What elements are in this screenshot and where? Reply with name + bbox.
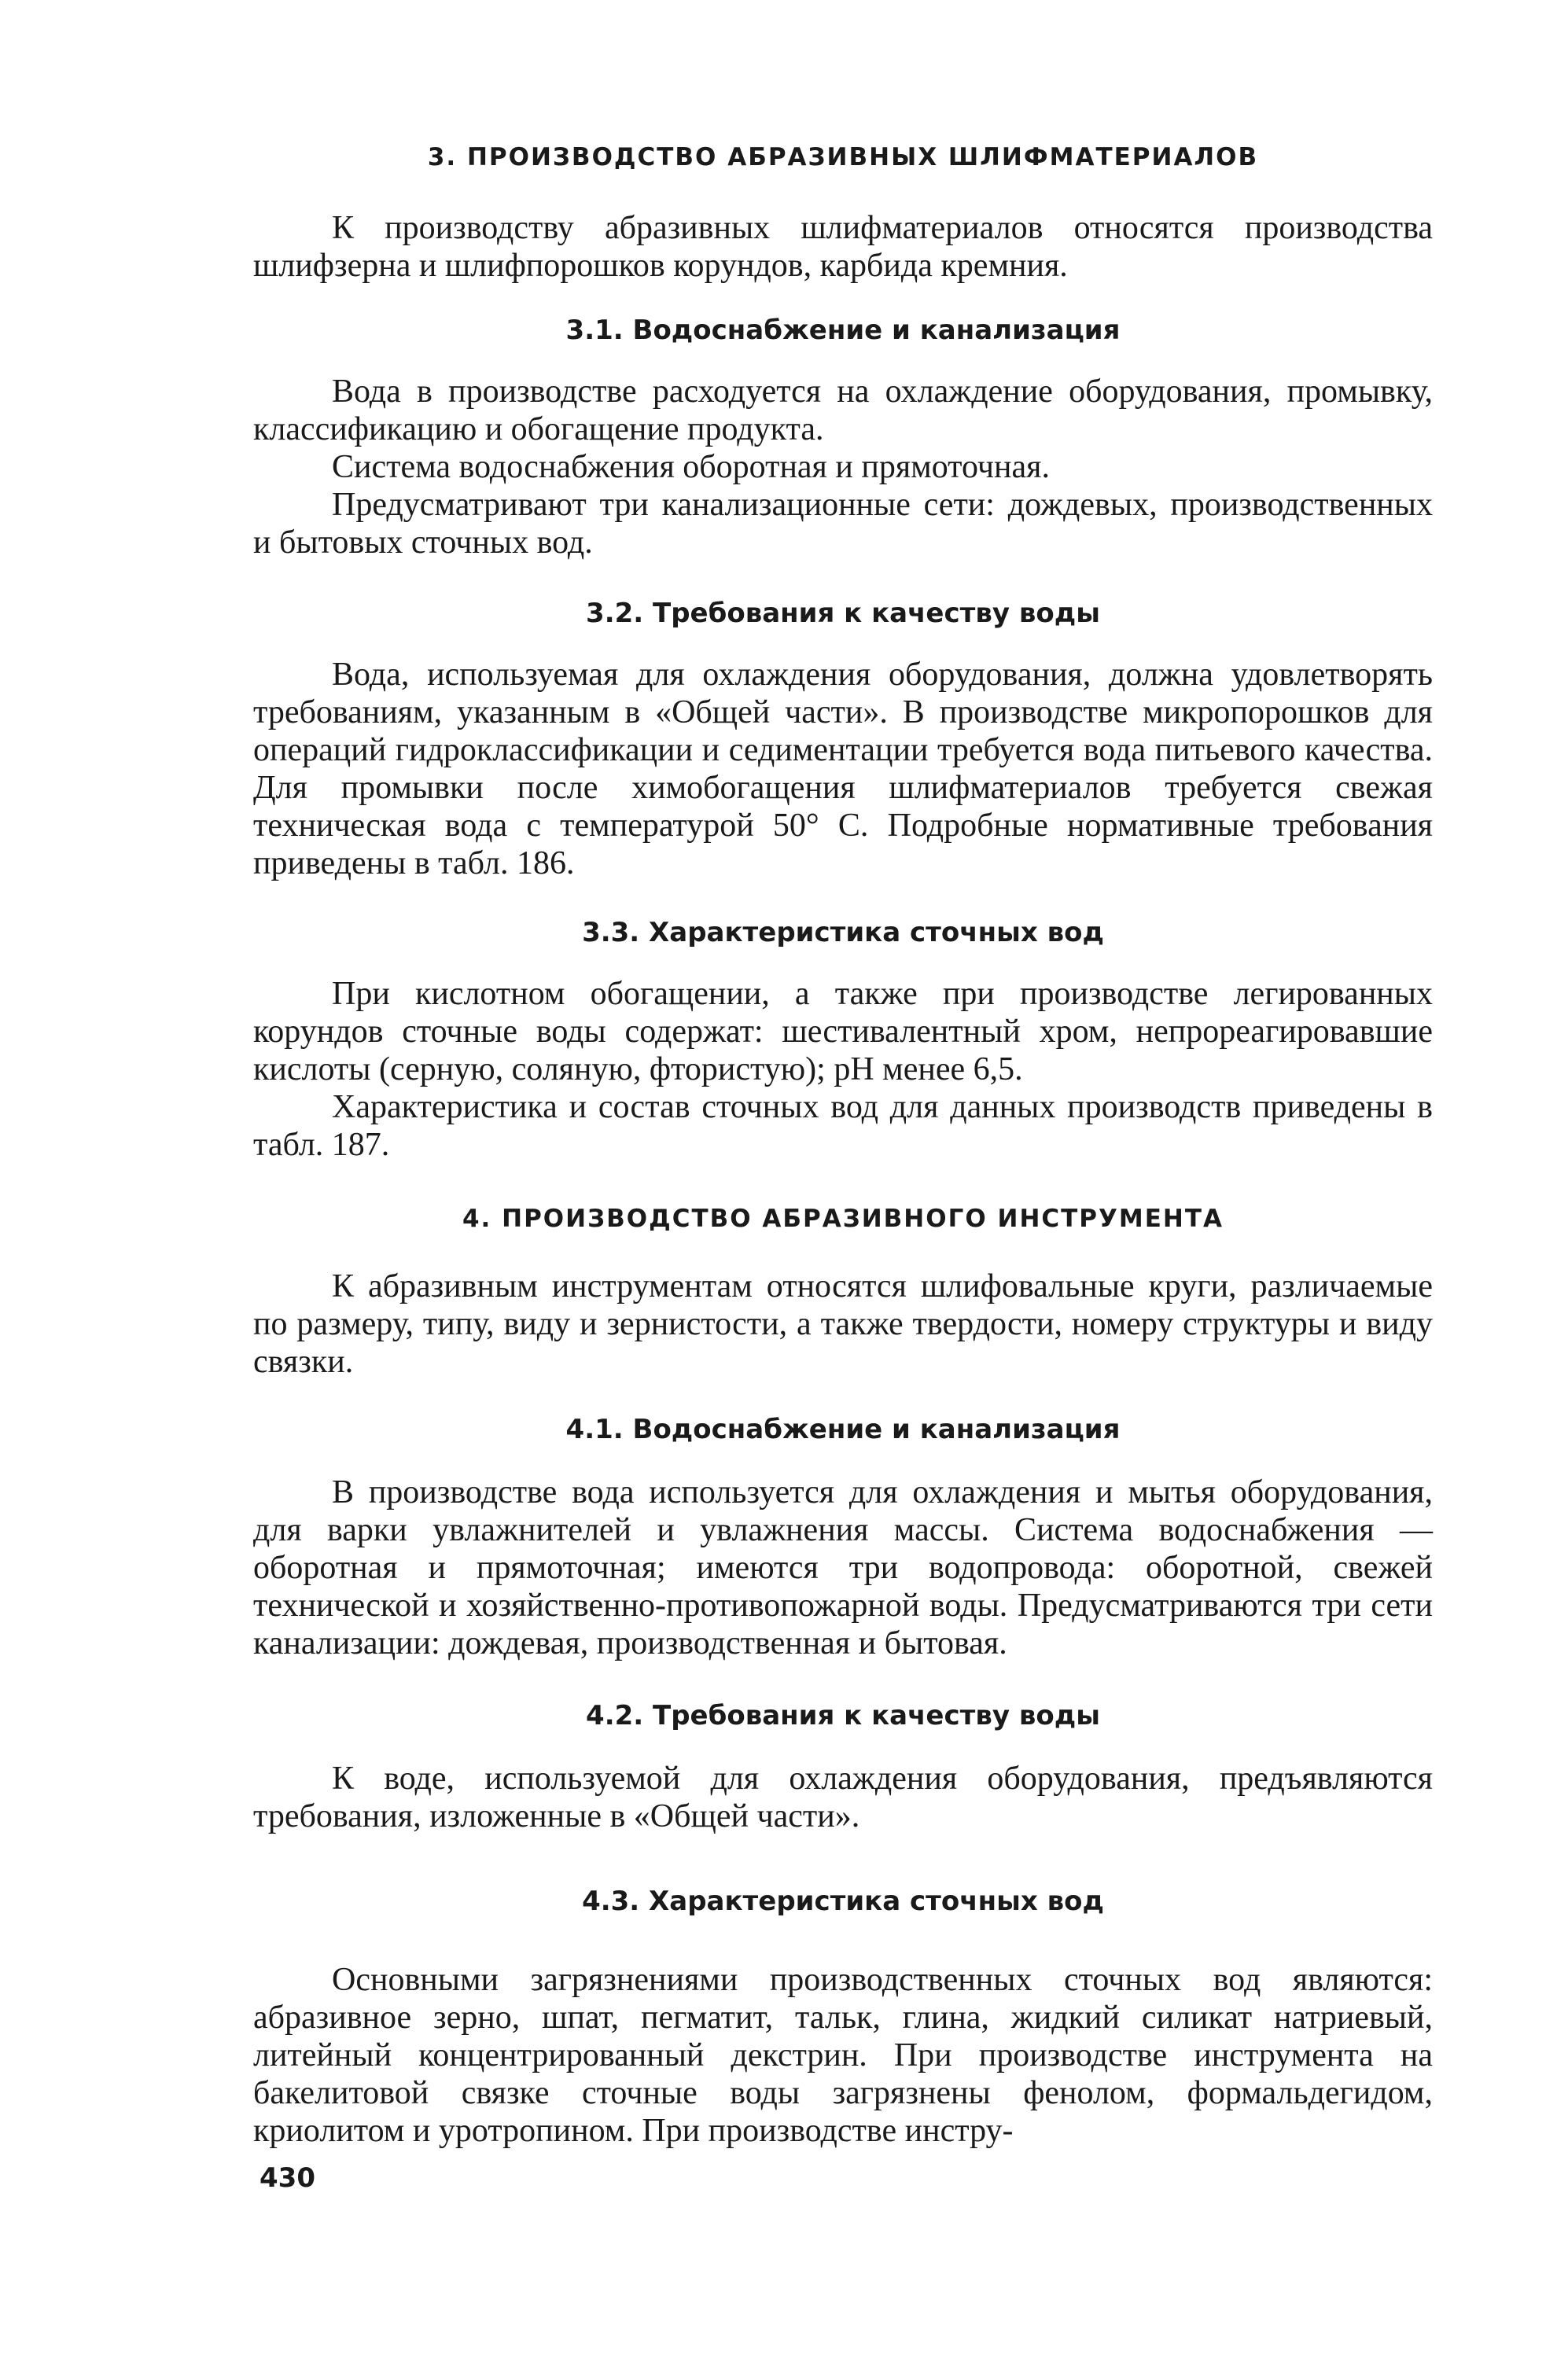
paragraph: При кислотном обогащении, а также при производстве легированных корундов сточные воды содержат: шестивалентный хром, непрореагировавшие кислоты (серную, соляную, фтористую); pH менее 6,5.	[253, 976, 1433, 1087]
subsection-heading-4-3: 4.3. Характеристика сточных вод	[582, 1886, 1104, 1917]
section-heading-3: 3. ПРОИЗВОДСТВО АБРАЗИВНЫХ ШЛИФМАТЕРИАЛОВ	[427, 143, 1259, 171]
page-number: 430	[259, 2162, 315, 2194]
subsection-heading-4-1: 4.1. Водоснабжение и канализация	[565, 1414, 1121, 1445]
subsection-heading-3-1: 3.1. Водоснабжение и канализация	[565, 315, 1121, 346]
paragraph: К абразивным инструментам относятся шлифовальные круги, различаемые по размеру, типу, виду и зернистости, а также твердости, номеру структуры и виду связки.	[253, 1268, 1433, 1380]
paragraph: К воде, используемой для охлаждения оборудования, предъявляются требования, изложенные в «Общей части».	[253, 1761, 1433, 1834]
section-heading-4: 4. ПРОИЗВОДСТВО АБРАЗИВНОГО ИНСТРУМЕНТА	[462, 1205, 1224, 1233]
paragraph: В производстве вода используется для охлаждения и мытья оборудования, для варки увлажнителей и увлажнения массы. Система водоснабжения — оборотная и прямоточная; имеются три водопровода: оборотной, свежей технической и хозяйственно-противопожарной воды. Предусматриваются три сети канализации: дождевая, производственная и бытовая.	[253, 1474, 1433, 1661]
paragraph: Предусматривают три канализационные сети: дождевых, производственных и бытовых сточных вод.	[253, 487, 1433, 561]
paragraph: К производству абразивных шлифматериалов относятся производства шлифзерна и шлифпорошков корундов, карбида кремния.	[253, 210, 1433, 284]
paragraph: Основными загрязнениями производственных сточных вод являются: абразивное зерно, шпат, пегматит, тальк, глина, жидкий силикат натриевый, литейный концентрированный декстрин. При производстве инструмента на бакелитовой связке сточные воды загрязнены фенолом, формальдегидом, криолитом и уротропином. При производстве инстру-	[253, 1962, 1433, 2149]
page-content	[253, 126, 1433, 2150]
paragraph: Система водоснабжения оборотная и прямоточная.	[332, 449, 1050, 485]
paragraph: Характеристика и состав сточных вод для данных производств приведены в табл. 187.	[253, 1089, 1433, 1163]
paragraph: Вода, используемая для охлаждения оборудования, должна удовлетворять требованиям, указанным в «Общей части». В производстве микропорошков для операций гидроклассификации и седиментации требуется вода питьевого качества. Для промывки после химобогащения шлифматериалов требуется свежая техническая вода с температурой 50° С. Подробные нормативные требования приведены в табл. 186.	[253, 657, 1433, 881]
subsection-heading-3-3: 3.3. Характеристика сточных вод	[582, 917, 1104, 948]
subsection-heading-4-2: 4.2. Требования к качеству воды	[586, 1700, 1100, 1731]
paragraph: Вода в производстве расходуется на охлаждение оборудования, промывку, классификацию и обогащение продукта.	[253, 373, 1433, 447]
subsection-heading-3-2: 3.2. Требования к качеству воды	[586, 598, 1100, 629]
